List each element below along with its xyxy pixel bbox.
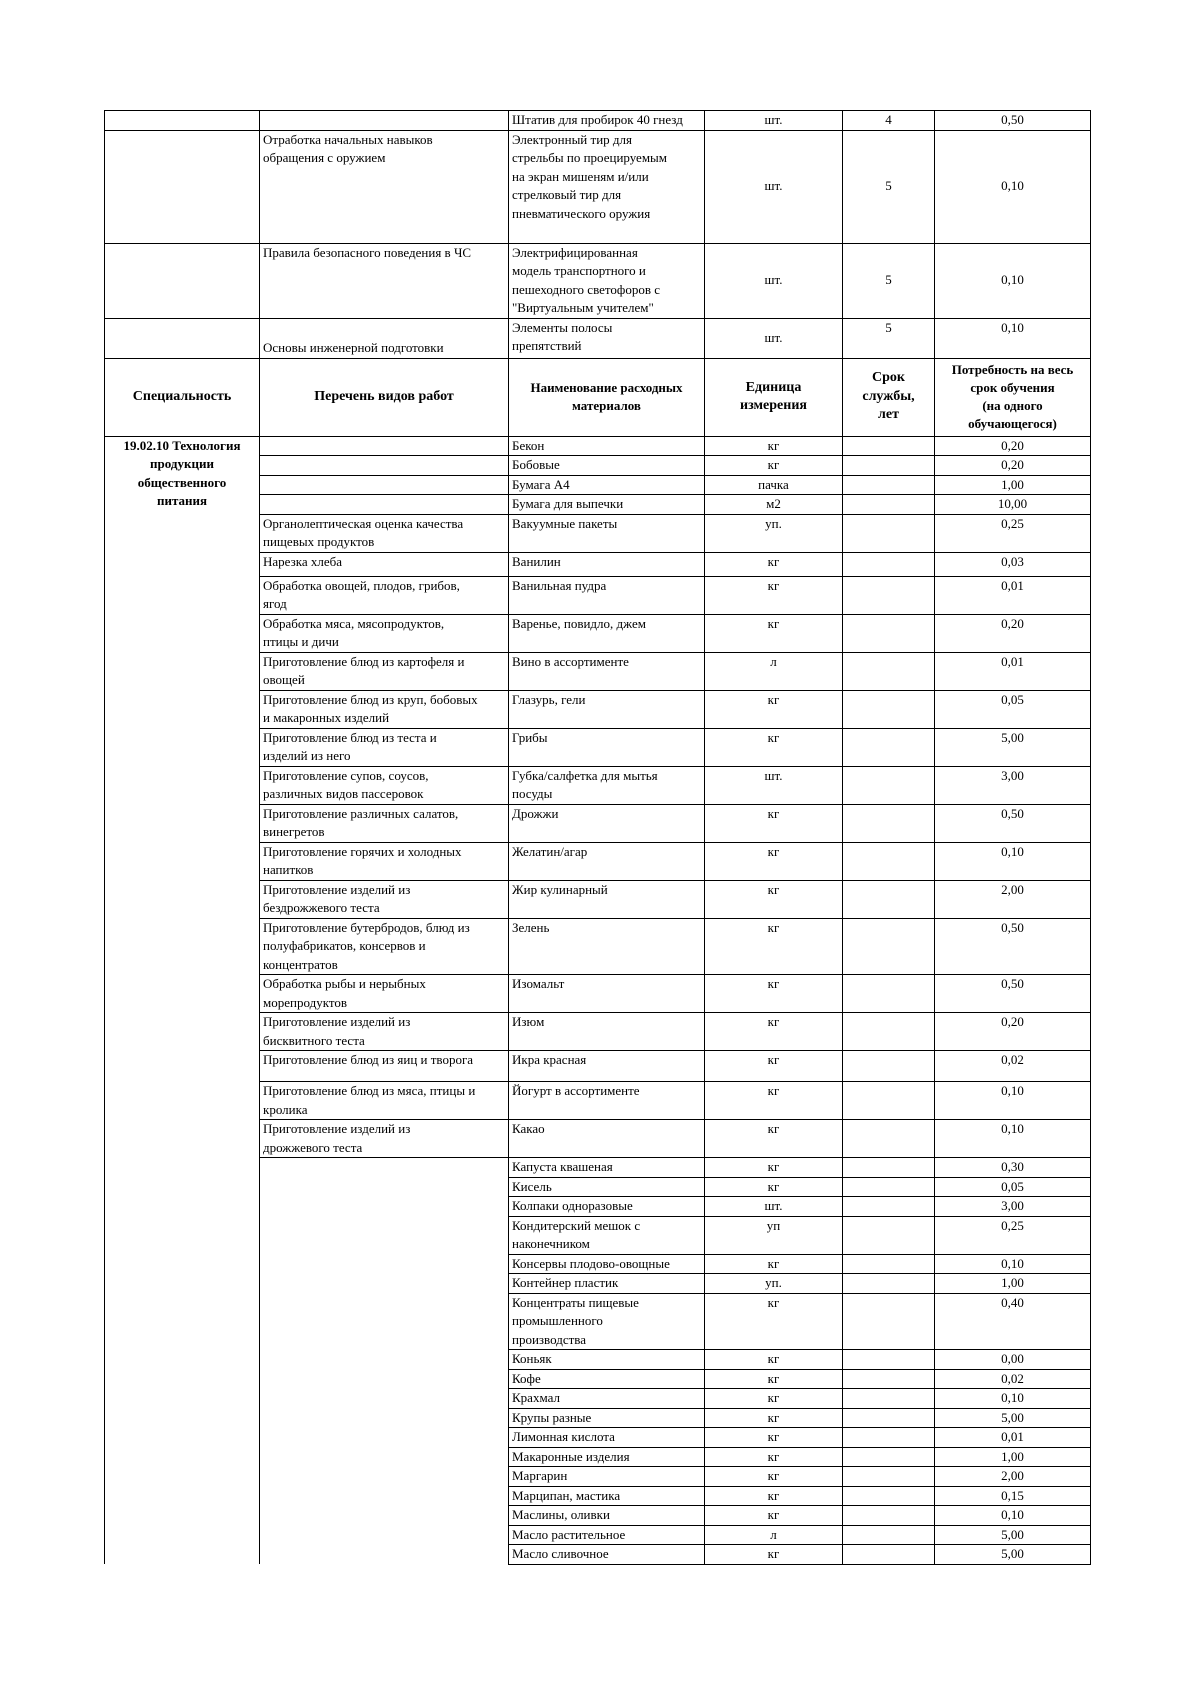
service-life-cell — [843, 1051, 935, 1082]
material-cell: Желатин/агар — [509, 842, 705, 880]
unit-cell: л — [705, 652, 843, 690]
service-life-cell — [843, 1274, 935, 1294]
need-cell: 0,00 — [935, 1350, 1091, 1370]
service-life-cell — [843, 1486, 935, 1506]
material-cell: Варенье, повидло, джем — [509, 614, 705, 652]
materials-table — [104, 110, 1091, 1565]
service-life-cell — [843, 1197, 935, 1217]
unit-cell: шт. — [705, 1197, 843, 1217]
work-type-cell: Приготовление различных салатов, винегретов — [260, 804, 509, 842]
service-life-cell — [843, 804, 935, 842]
work-type-cell — [260, 1369, 509, 1389]
service-life-cell — [843, 1082, 935, 1120]
need-cell: 1,00 — [935, 1447, 1091, 1467]
unit-cell: кг — [705, 1293, 843, 1350]
work-type-cell — [260, 1158, 509, 1178]
work-type-cell — [260, 1428, 509, 1448]
material-cell: Икра красная — [509, 1051, 705, 1082]
service-life-cell — [843, 880, 935, 918]
service-life-cell — [843, 514, 935, 552]
unit-cell: кг — [705, 1389, 843, 1409]
need-cell: 0,50 — [935, 804, 1091, 842]
specialty-cell — [105, 243, 260, 318]
material-cell: Масло растительное — [509, 1525, 705, 1545]
service-life-cell: 4 — [843, 111, 935, 131]
service-life-cell — [843, 1447, 935, 1467]
service-life-cell: 5 — [843, 130, 935, 243]
unit-cell: кг — [705, 1486, 843, 1506]
unit-cell: кг — [705, 804, 843, 842]
need-cell: 0,02 — [935, 1369, 1091, 1389]
work-type-cell — [260, 1216, 509, 1254]
work-type-cell — [260, 1274, 509, 1294]
need-cell: 10,00 — [935, 495, 1091, 515]
service-life-cell — [843, 690, 935, 728]
material-cell: Крахмал — [509, 1389, 705, 1409]
need-cell: 0,10 — [935, 842, 1091, 880]
service-life-cell — [843, 1293, 935, 1350]
unit-cell: м2 — [705, 495, 843, 515]
unit-cell: кг — [705, 1013, 843, 1051]
material-cell: Элементы полосы препятствий — [509, 318, 705, 358]
material-cell: Жир кулинарный — [509, 880, 705, 918]
need-cell: 0,10 — [935, 318, 1091, 358]
work-type-cell: Обработка рыбы и нерыбных морепродуктов — [260, 975, 509, 1013]
material-cell: Кисель — [509, 1177, 705, 1197]
header-need: Потребность на весь срок обучения (на одного обучающегося) — [935, 358, 1091, 436]
service-life-cell — [843, 475, 935, 495]
work-type-cell — [260, 1177, 509, 1197]
material-cell: Электрифицированная модель транспортного и пешеходного светофоров с "Виртуальным учителем" — [509, 243, 705, 318]
need-cell: 0,10 — [935, 1506, 1091, 1526]
need-cell: 0,01 — [935, 652, 1091, 690]
unit-cell: уп. — [705, 1274, 843, 1294]
need-cell: 0,20 — [935, 1013, 1091, 1051]
material-cell: Ванилин — [509, 552, 705, 576]
work-type-cell — [260, 1467, 509, 1487]
material-cell: Губка/салфетка для мытья посуды — [509, 766, 705, 804]
unit-cell: кг — [705, 1254, 843, 1274]
material-cell: Бекон — [509, 436, 705, 456]
unit-cell: шт. — [705, 111, 843, 131]
service-life-cell — [843, 1545, 935, 1565]
unit-cell: кг — [705, 1506, 843, 1526]
need-cell: 0,10 — [935, 1120, 1091, 1158]
table-row — [105, 130, 1091, 243]
work-type-cell: Приготовление супов, соусов, различных видов пассеровок — [260, 766, 509, 804]
need-cell: 0,20 — [935, 456, 1091, 476]
material-cell: Маслины, оливки — [509, 1506, 705, 1526]
service-life-cell — [843, 436, 935, 456]
work-type-cell: Приготовление блюд из картофеля и овощей — [260, 652, 509, 690]
table-row — [105, 318, 1091, 358]
need-cell: 0,20 — [935, 436, 1091, 456]
service-life-cell — [843, 1216, 935, 1254]
material-cell: Грибы — [509, 728, 705, 766]
table-row — [105, 243, 1091, 318]
material-cell: Лимонная кислота — [509, 1428, 705, 1448]
header-unit: Единица измерения — [705, 358, 843, 436]
material-cell: Крупы разные — [509, 1408, 705, 1428]
service-life-cell — [843, 1158, 935, 1178]
work-type-cell: Нарезка хлеба — [260, 552, 509, 576]
service-life-cell — [843, 495, 935, 515]
need-cell: 0,10 — [935, 1254, 1091, 1274]
material-cell: Изюм — [509, 1013, 705, 1051]
service-life-cell — [843, 614, 935, 652]
material-cell: Масло сливочное — [509, 1545, 705, 1565]
need-cell: 0,02 — [935, 1051, 1091, 1082]
work-type-cell — [260, 1389, 509, 1409]
material-cell: Бумага для выпечки — [509, 495, 705, 515]
material-cell: Изомальт — [509, 975, 705, 1013]
service-life-cell — [843, 1254, 935, 1274]
need-cell: 0,10 — [935, 1389, 1091, 1409]
work-type-cell: Органолептическая оценка качества пищевых продуктов — [260, 514, 509, 552]
need-cell: 0,10 — [935, 1082, 1091, 1120]
header-specialty: Специальность — [105, 358, 260, 436]
work-type-cell: Приготовление блюд из круп, бобовых и макаронных изделий — [260, 690, 509, 728]
need-cell: 3,00 — [935, 1197, 1091, 1217]
need-cell: 0,15 — [935, 1486, 1091, 1506]
work-type-cell — [260, 1447, 509, 1467]
unit-cell: уп. — [705, 514, 843, 552]
unit-cell: уп — [705, 1216, 843, 1254]
work-type-cell: Приготовление блюд из мяса, птицы и кролика — [260, 1082, 509, 1120]
material-cell: Макаронные изделия — [509, 1447, 705, 1467]
work-type-cell — [260, 495, 509, 515]
unit-cell: кг — [705, 1350, 843, 1370]
service-life-cell — [843, 1408, 935, 1428]
work-type-cell — [260, 1350, 509, 1370]
unit-cell: кг — [705, 436, 843, 456]
need-cell: 0,01 — [935, 576, 1091, 614]
material-cell: Электронный тир для стрельбы по проецируемым на экран мишеням и/или стрелковый тир для пневматического оружия — [509, 130, 705, 243]
work-type-cell — [260, 436, 509, 456]
work-type-cell — [260, 1293, 509, 1350]
service-life-cell — [843, 728, 935, 766]
material-cell: Дрожжи — [509, 804, 705, 842]
work-type-cell: Приготовление изделий из дрожжевого теста — [260, 1120, 509, 1158]
need-cell: 1,00 — [935, 475, 1091, 495]
need-cell: 0,05 — [935, 1177, 1091, 1197]
work-type-cell — [260, 1254, 509, 1274]
work-type-cell: Приготовление горячих и холодных напитков — [260, 842, 509, 880]
need-cell: 0,03 — [935, 552, 1091, 576]
need-cell: 5,00 — [935, 1525, 1091, 1545]
work-type-cell: Обработка мяса, мясопродуктов, птицы и дичи — [260, 614, 509, 652]
work-type-cell — [260, 1525, 509, 1545]
table-row — [105, 436, 1091, 456]
service-life-cell — [843, 1350, 935, 1370]
need-cell: 0,25 — [935, 1216, 1091, 1254]
material-cell: Глазурь, гели — [509, 690, 705, 728]
material-cell: Бобовые — [509, 456, 705, 476]
unit-cell: шт. — [705, 766, 843, 804]
material-cell: Кондитерский мешок с наконечником — [509, 1216, 705, 1254]
unit-cell: кг — [705, 1177, 843, 1197]
need-cell: 5,00 — [935, 1545, 1091, 1565]
work-type-cell: Отработка начальных навыков обращения с оружием — [260, 130, 509, 243]
material-cell: Какао — [509, 1120, 705, 1158]
unit-cell: кг — [705, 576, 843, 614]
service-life-cell — [843, 1120, 935, 1158]
material-cell: Маргарин — [509, 1467, 705, 1487]
specialty-cell: 19.02.10 Технология продукции общественного питания — [105, 436, 260, 1564]
material-cell: Вино в ассортименте — [509, 652, 705, 690]
work-type-cell — [260, 1506, 509, 1526]
work-type-cell: Правила безопасного поведения в ЧС — [260, 243, 509, 318]
service-life-cell — [843, 456, 935, 476]
unit-cell: кг — [705, 728, 843, 766]
unit-cell: кг — [705, 1051, 843, 1082]
work-type-cell — [260, 111, 509, 131]
unit-cell: шт. — [705, 318, 843, 358]
need-cell: 0,10 — [935, 243, 1091, 318]
need-cell: 0,20 — [935, 614, 1091, 652]
material-cell: Коньяк — [509, 1350, 705, 1370]
work-type-cell: Приготовление блюд из яиц и творога — [260, 1051, 509, 1082]
service-life-cell — [843, 1467, 935, 1487]
unit-cell: кг — [705, 1120, 843, 1158]
header-service-life: Срок службы, лет — [843, 358, 935, 436]
service-life-cell — [843, 652, 935, 690]
unit-cell: кг — [705, 552, 843, 576]
need-cell: 0,50 — [935, 111, 1091, 131]
work-type-cell: Приготовление изделий из бездрожжевого теста — [260, 880, 509, 918]
unit-cell: кг — [705, 456, 843, 476]
unit-cell: кг — [705, 880, 843, 918]
service-life-cell — [843, 766, 935, 804]
service-life-cell — [843, 1369, 935, 1389]
specialty-cell — [105, 318, 260, 358]
service-life-cell — [843, 576, 935, 614]
need-cell: 2,00 — [935, 880, 1091, 918]
unit-cell: пачка — [705, 475, 843, 495]
unit-cell: шт. — [705, 130, 843, 243]
unit-cell: кг — [705, 1158, 843, 1178]
material-cell: Консервы плодово-овощные — [509, 1254, 705, 1274]
service-life-cell — [843, 1525, 935, 1545]
unit-cell: кг — [705, 1545, 843, 1565]
need-cell: 0,40 — [935, 1293, 1091, 1350]
service-life-cell — [843, 842, 935, 880]
material-cell: Йогурт в ассортименте — [509, 1082, 705, 1120]
need-cell: 0,30 — [935, 1158, 1091, 1178]
need-cell: 5,00 — [935, 728, 1091, 766]
material-cell: Бумага А4 — [509, 475, 705, 495]
material-cell: Капуста квашеная — [509, 1158, 705, 1178]
unit-cell: кг — [705, 1467, 843, 1487]
unit-cell: кг — [705, 918, 843, 975]
material-cell: Контейнер пластик — [509, 1274, 705, 1294]
specialty-cell — [105, 130, 260, 243]
service-life-cell — [843, 552, 935, 576]
service-life-cell — [843, 1013, 935, 1051]
unit-cell: кг — [705, 614, 843, 652]
service-life-cell: 5 — [843, 318, 935, 358]
material-cell: Колпаки одноразовые — [509, 1197, 705, 1217]
need-cell: 2,00 — [935, 1467, 1091, 1487]
service-life-cell — [843, 1428, 935, 1448]
material-cell: Штатив для пробирок 40 гнезд — [509, 111, 705, 131]
material-cell: Марципан, мастика — [509, 1486, 705, 1506]
work-type-cell — [260, 1197, 509, 1217]
work-type-cell: Обработка овощей, плодов, грибов, ягод — [260, 576, 509, 614]
unit-cell: кг — [705, 690, 843, 728]
unit-cell: кг — [705, 1447, 843, 1467]
need-cell: 5,00 — [935, 1408, 1091, 1428]
service-life-cell — [843, 975, 935, 1013]
unit-cell: кг — [705, 1369, 843, 1389]
work-type-cell: Приготовление бутербродов, блюд из полуфабрикатов, консервов и концентратов — [260, 918, 509, 975]
work-type-cell — [260, 475, 509, 495]
table-header-row — [105, 358, 1091, 436]
unit-cell: кг — [705, 842, 843, 880]
need-cell: 3,00 — [935, 766, 1091, 804]
need-cell: 0,01 — [935, 1428, 1091, 1448]
unit-cell: кг — [705, 1428, 843, 1448]
need-cell: 0,10 — [935, 130, 1091, 243]
work-type-cell — [260, 456, 509, 476]
need-cell: 0,50 — [935, 918, 1091, 975]
material-cell: Зелень — [509, 918, 705, 975]
service-life-cell — [843, 918, 935, 975]
work-type-cell: Основы инженерной подготовки — [260, 318, 509, 358]
table-row — [105, 111, 1091, 131]
service-life-cell — [843, 1506, 935, 1526]
work-type-cell — [260, 1545, 509, 1565]
need-cell: 0,05 — [935, 690, 1091, 728]
material-cell: Кофе — [509, 1369, 705, 1389]
material-cell: Ванильная пудра — [509, 576, 705, 614]
need-cell: 0,25 — [935, 514, 1091, 552]
need-cell: 1,00 — [935, 1274, 1091, 1294]
unit-cell: кг — [705, 1082, 843, 1120]
service-life-cell — [843, 1389, 935, 1409]
work-type-cell — [260, 1408, 509, 1428]
work-type-cell — [260, 1486, 509, 1506]
material-cell: Концентраты пищевые промышленного производства — [509, 1293, 705, 1350]
header-work-types: Перечень видов работ — [260, 358, 509, 436]
service-life-cell: 5 — [843, 243, 935, 318]
need-cell: 0,50 — [935, 975, 1091, 1013]
work-type-cell: Приготовление изделий из бисквитного теста — [260, 1013, 509, 1051]
header-material-name: Наименование расходных материалов — [509, 358, 705, 436]
specialty-cell — [105, 111, 260, 131]
unit-cell: кг — [705, 1408, 843, 1428]
unit-cell: кг — [705, 975, 843, 1013]
unit-cell: шт. — [705, 243, 843, 318]
unit-cell: л — [705, 1525, 843, 1545]
service-life-cell — [843, 1177, 935, 1197]
work-type-cell: Приготовление блюд из теста и изделий из него — [260, 728, 509, 766]
material-cell: Вакуумные пакеты — [509, 514, 705, 552]
